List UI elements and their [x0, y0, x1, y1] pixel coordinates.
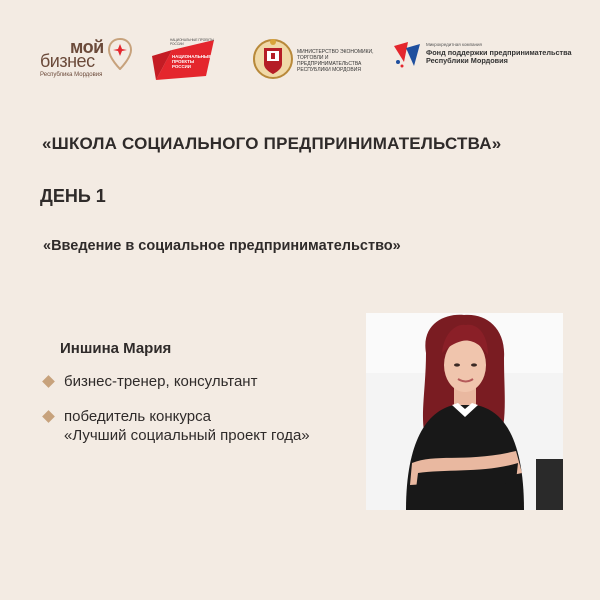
partner-logos: [28, 34, 578, 89]
diamond-bullet-icon: [42, 410, 55, 423]
fund-name-line1: Фонд поддержки предпринимательства: [426, 48, 572, 57]
national-projects-top-text: НАЦИОНАЛЬНЫЕ ПРОЕКТЫ РОССИИ: [170, 38, 214, 46]
ministry-text: МИНИСТЕРСТВО ЭКОНОМИКИ, ТОРГОВЛИ И ПРЕДПРИНИМАТЕЛЬСТВА РЕСПУБЛИКИ МОРДОВИЯ: [297, 49, 374, 73]
fund-small-text: Микрокредитная компания: [426, 42, 482, 47]
national-projects-text: НАЦИОНАЛЬНЫЕ ПРОЕКТЫ РОССИИ: [172, 54, 212, 69]
fund-name-line2: Республики Мордовия: [426, 56, 508, 65]
bullet-text: победитель конкурса «Лучший социальный проект года»: [64, 408, 310, 444]
logo-text-biznes: бизнес: [40, 51, 95, 71]
fund-name: [426, 49, 572, 65]
speaker-photo: [366, 313, 563, 510]
logo-text-region: Республика Мордовия: [40, 72, 103, 78]
bullet-text: бизнес-тренер, консультант: [64, 373, 258, 390]
session-subtitle: «Введение в социальное предпринимательство»: [43, 238, 401, 254]
moy-biznes-logo: [34, 34, 134, 84]
day-label: ДЕНЬ 1: [40, 186, 106, 206]
speaker-portrait-image: [366, 313, 563, 510]
fund-emblem-icon: [392, 40, 422, 68]
page-title: «ШКОЛА СОЦИАЛЬНОГО ПРЕДПРИНИМАТЕЛЬСТВА»: [42, 134, 502, 153]
diamond-bullet-icon: [42, 375, 55, 388]
fund-logo: [392, 40, 572, 80]
logo-text-moy: мой: [70, 37, 104, 57]
ministry-logo: [252, 34, 382, 86]
location-pin-icon: [108, 38, 132, 70]
speaker-name: Иншина Мария: [60, 340, 172, 357]
coat-of-arms-icon: [252, 36, 294, 82]
national-projects-logo: [150, 36, 214, 82]
